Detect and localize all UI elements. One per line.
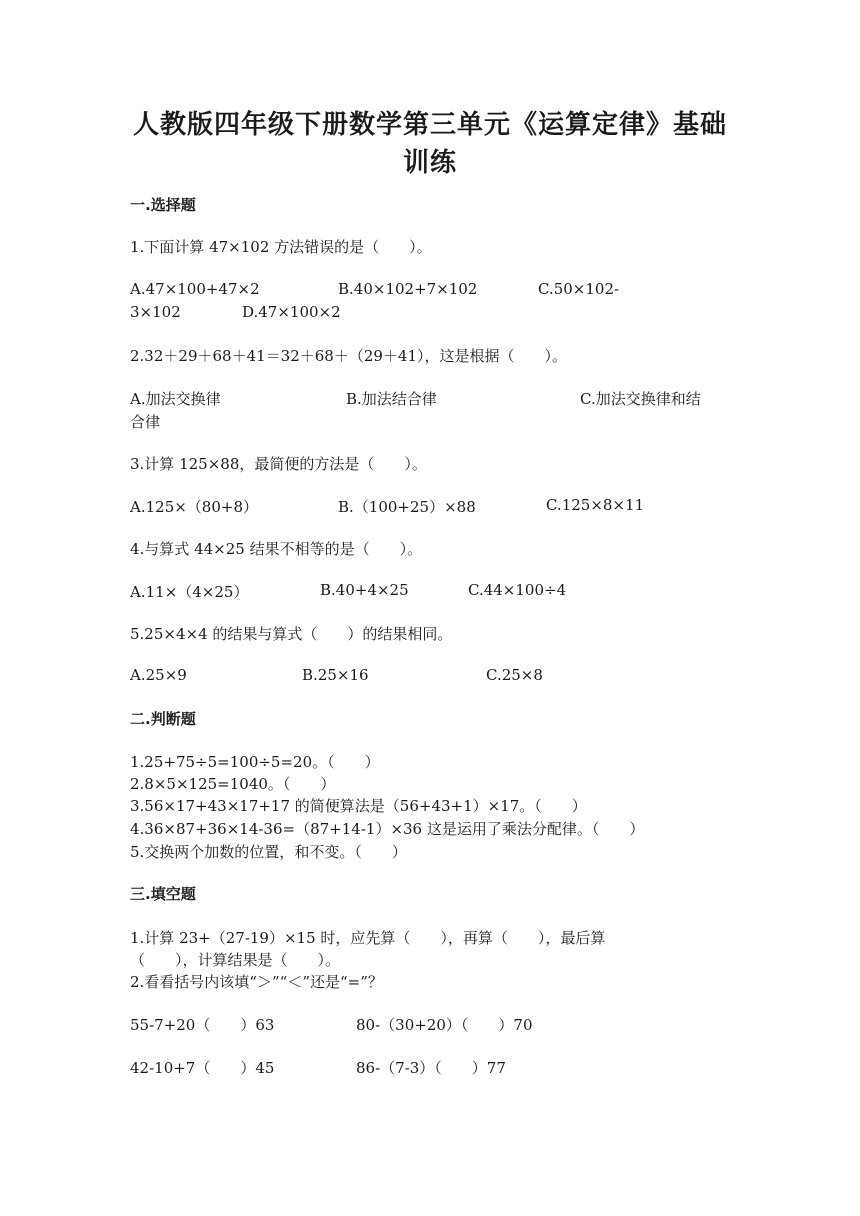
option-b: B.加法结合律 [346, 390, 437, 408]
compare-expression: 80-（30+20）（ ）70 [356, 1016, 533, 1034]
option-c: C.50×102- [538, 280, 620, 298]
judgement-item: 3.56×17+43×17+17 的简便算法是（56+43+1）×17。（ ） [130, 797, 587, 815]
section-heading: 一.选择题 [130, 196, 196, 214]
question-stem: 4.与算式 44×25 结果不相等的是（ ）。 [130, 540, 423, 558]
option-b: B.25×16 [302, 666, 369, 684]
section-heading: 三.填空题 [130, 885, 196, 903]
fill-question-line: 1.计算 23+（27-19）×15 时，应先算（ ），再算（ ），最后算 [130, 929, 606, 947]
compare-expression: 42-10+7（ ）45 [130, 1059, 275, 1077]
option-a: A.25×9 [130, 666, 187, 684]
question-stem: 5.25×4×4 的结果与算式（ ）的结果相同。 [130, 625, 453, 643]
option-d: D.47×100×2 [242, 303, 341, 321]
option-a: A.11×（4×25） [130, 583, 249, 601]
option-c: C.125×8×11 [546, 496, 645, 514]
title-line-1: 人教版四年级下册数学第三单元《运算定律》基础 [132, 110, 727, 140]
option-c: C.加法交换律和结 [580, 390, 701, 408]
judgement-item: 1.25+75÷5=100÷5=20。（ ） [130, 753, 380, 771]
fill-question-stem: 2.看看括号内该填“＞”“＜”还是“=”？ [130, 973, 383, 991]
question-stem: 1.下面计算 47×102 方法错误的是（ ）。 [130, 238, 432, 256]
option-c: C.44×100÷4 [468, 581, 567, 599]
option-b: B.40×102+7×102 [338, 280, 478, 298]
option-b: B.40+4×25 [320, 581, 409, 599]
section-heading: 二.判断题 [130, 710, 196, 728]
judgement-item: 5.交换两个加数的位置，和不变。（ ） [130, 843, 407, 861]
judgement-item: 2.8×5×125=1040。（ ） [130, 775, 336, 793]
compare-expression: 55-7+20（ ）63 [130, 1016, 275, 1034]
question-stem: 2.32＋29＋68＋41＝32＋68＋（29＋41），这是根据（ ）。 [130, 347, 568, 365]
option-c-continued: 合律 [130, 413, 161, 431]
compare-expression: 86-（7-3）（ ）77 [356, 1059, 506, 1077]
option-a: A.125×（80+8） [130, 498, 258, 516]
title-line-2: 训练 [402, 148, 457, 178]
fill-question-line: （ ），计算结果是（ ）。 [130, 951, 341, 969]
option-c: C.25×8 [486, 666, 543, 684]
option-a: A.加法交换律 [130, 390, 221, 408]
option-b: B.（100+25）×88 [338, 498, 476, 516]
question-stem: 3.计算 125×88，最简便的方法是（ ）。 [130, 455, 427, 473]
option-a: A.47×100+47×2 [130, 280, 260, 298]
option-c-continued: 3×102 [130, 303, 181, 321]
judgement-item: 4.36×87+36×14-36=（87+14-1）×36 这是运用了乘法分配律。（ ） [130, 820, 645, 838]
